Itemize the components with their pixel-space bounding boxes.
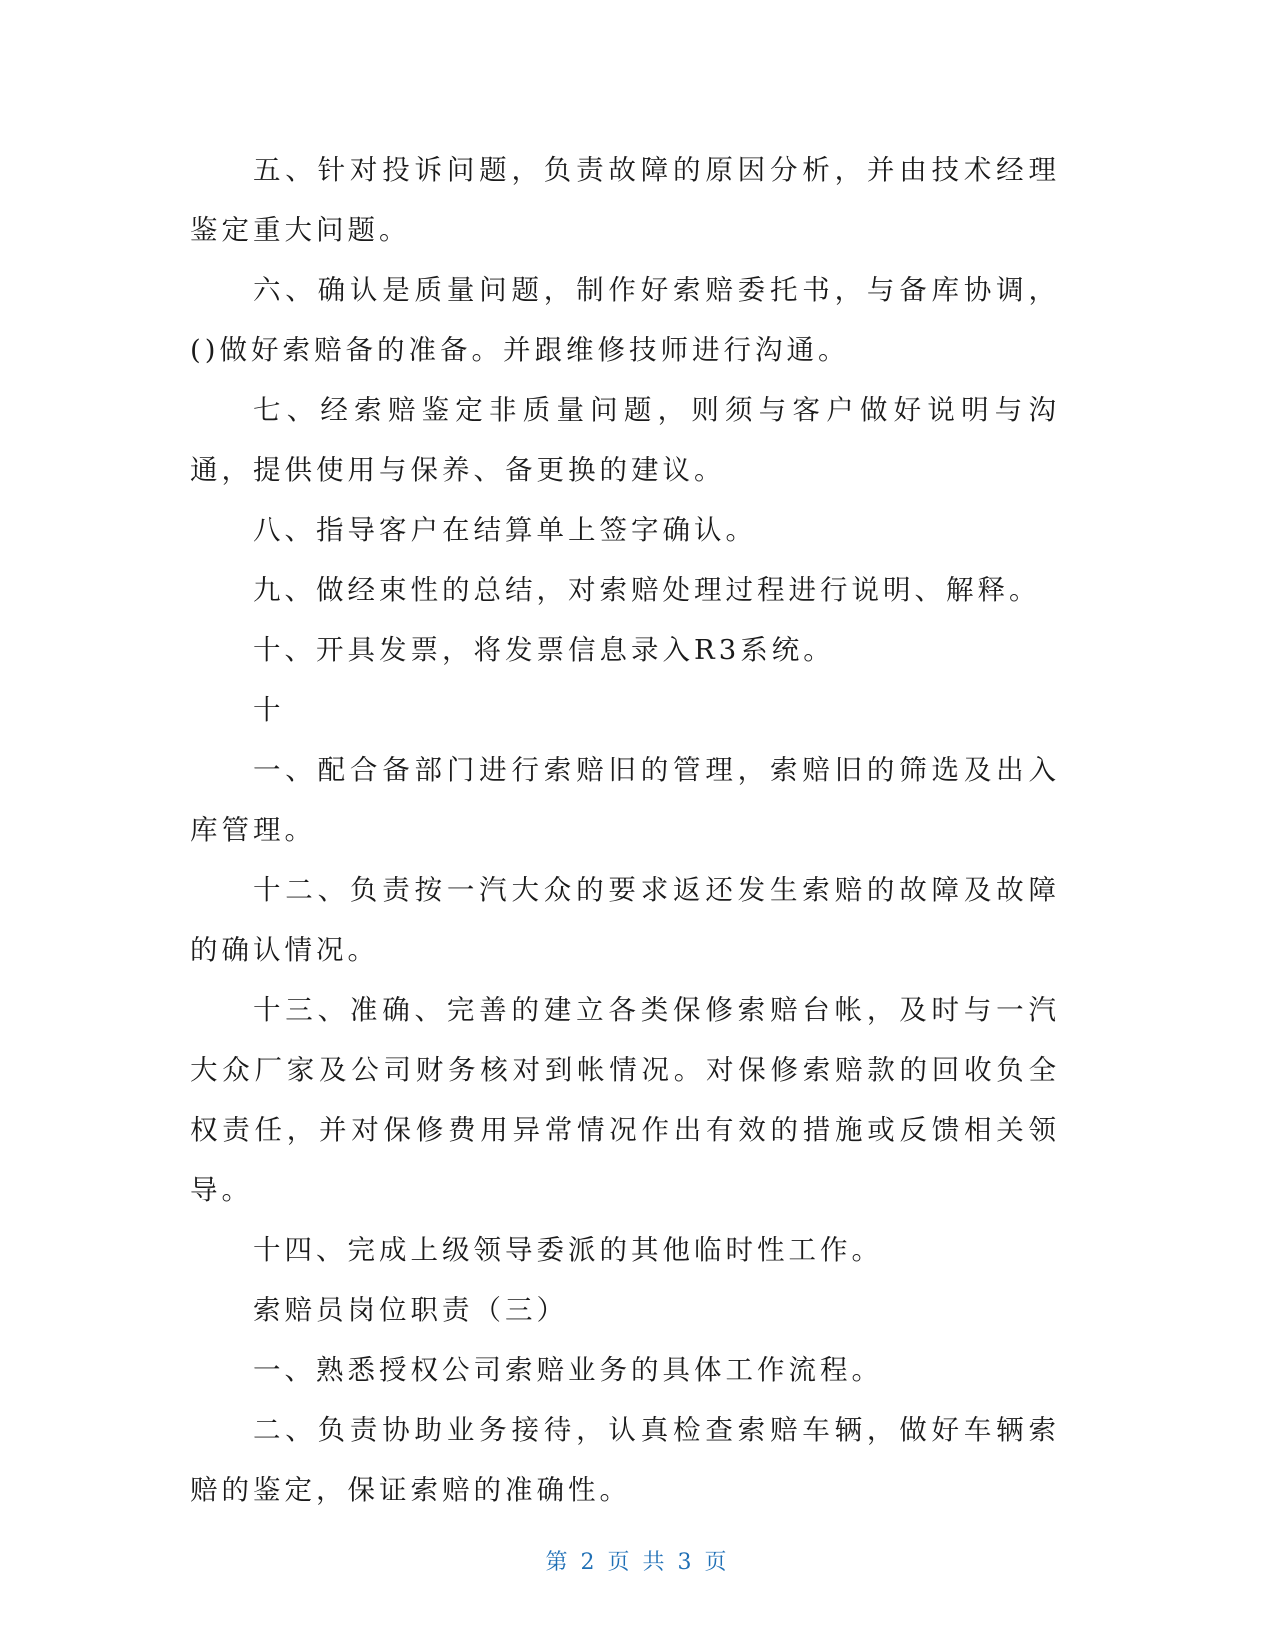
page-number-footer: [0, 1545, 1275, 1576]
paragraph: 九、做经束性的总结，对索赔处理过程进行说明、解释。: [253, 574, 1041, 606]
paragraph: 十、开具发票，将发票信息录入R3系统。: [253, 634, 835, 666]
paragraph: 一、配合备部门进行索赔旧的管理，索赔旧的筛选及出入库管理。: [190, 754, 1060, 846]
paragraph: 十四、完成上级领导委派的其他临时性工作。: [253, 1234, 883, 1266]
paragraph: 十: [253, 694, 285, 726]
paragraph: 六、确认是质量问题，制作好索赔委托书，与备库协调，()做好索赔备的准备。并跟维修技师进行沟通。: [190, 274, 1060, 366]
footer-total-pages: 3: [677, 1550, 695, 1575]
paragraph: 一、熟悉授权公司索赔业务的具体工作流程。: [253, 1354, 883, 1386]
section-heading: 索赔员岗位职责（三）: [253, 1294, 568, 1326]
paragraph: 七、经索赔鉴定非质量问题，则须与客户做好说明与沟通，提供使用与保养、备更换的建议。: [190, 394, 1060, 486]
paragraph: 二、负责协助业务接待，认真检查索赔车辆，做好车辆索赔的鉴定，保证索赔的准确性。: [190, 1414, 1060, 1506]
footer-label-page: 第: [545, 1550, 571, 1575]
paragraph: 十三、准确、完善的建立各类保修索赔台帐，及时与一汽大众厂家及公司财务核对到帐情况。对保修索赔款的回收负全权责任，并对保修费用异常情况作出有效的措施或反馈相关领导。: [190, 994, 1060, 1206]
footer-label-total: 共: [642, 1550, 668, 1575]
footer-label-page-unit: 页: [607, 1550, 633, 1575]
paragraph: 五、针对投诉问题，负责故障的原因分析，并由技术经理鉴定重大问题。: [190, 154, 1060, 246]
footer-current-page: 2: [580, 1550, 598, 1575]
document-page: [190, 140, 1060, 1520]
paragraph: 十二、负责按一汽大众的要求返还发生索赔的故障及故障的确认情况。: [190, 874, 1060, 966]
footer-label-total-unit: 页: [704, 1550, 730, 1575]
paragraph: 八、指导客户在结算单上签字确认。: [253, 514, 757, 546]
